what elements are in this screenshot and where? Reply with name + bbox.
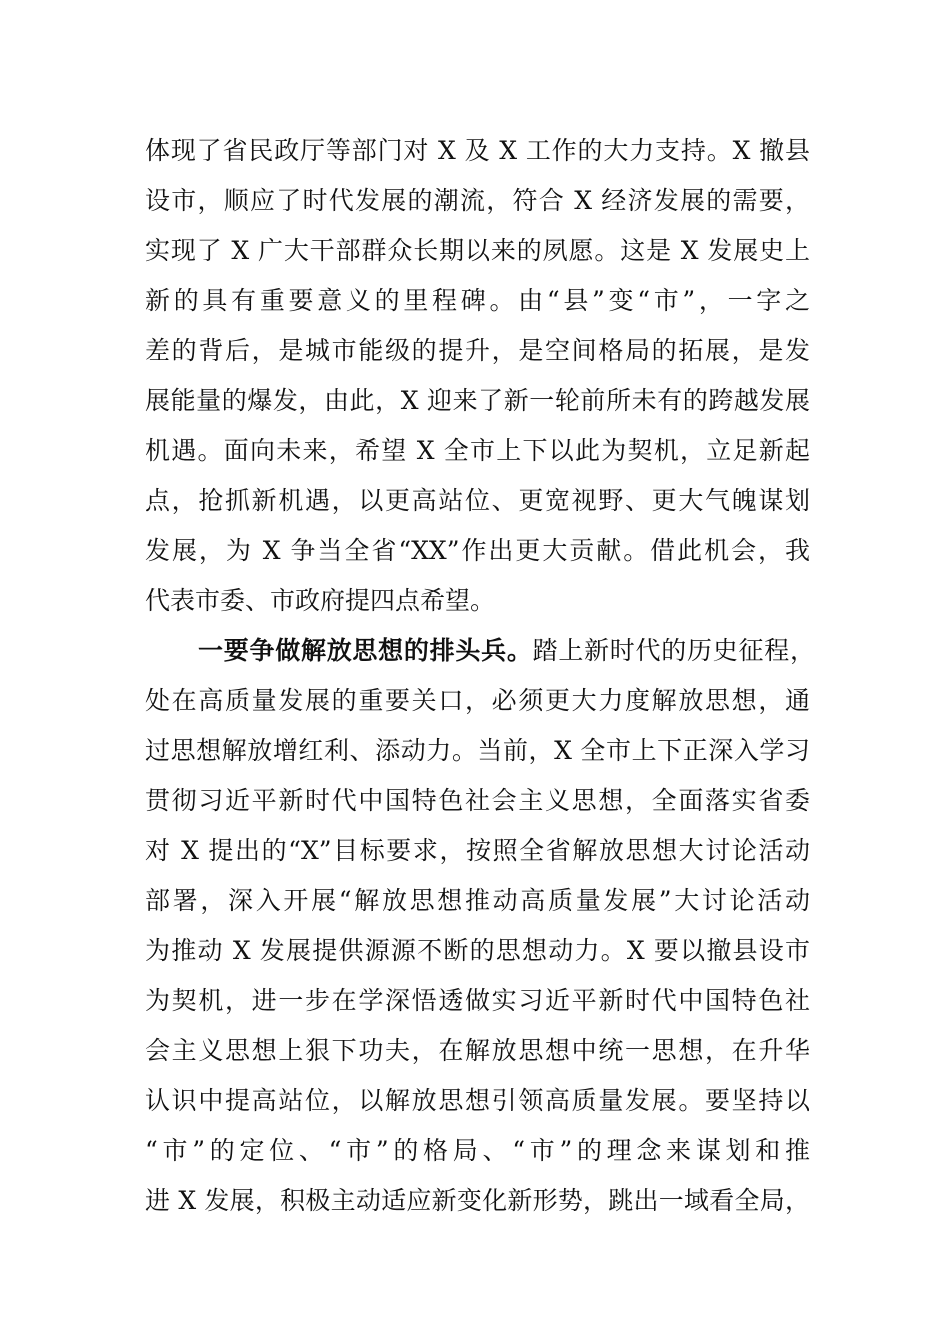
paragraph-line: 进 X 发展，积极主动适应新变化新形势，跳出一域看全局， (145, 1186, 810, 1215)
paragraph-line: 处在高质量发展的重要关口，必须更大力度解放思想，通 (145, 686, 810, 715)
paragraph-line: “市”的定位、“市”的格局、“市”的理念来谋划和推 (145, 1136, 810, 1165)
paragraph-line: 为推动 X 发展提供源源不断的思想动力。X 要以撤县设市 (145, 936, 810, 965)
paragraph-line: 过思想解放增红利、添动力。当前，X 全市上下正深入学习 (145, 736, 810, 765)
paragraph-line: 为契机，进一步在学深悟透做实习近平新时代中国特色社 (145, 986, 810, 1015)
point-one-first-line-text: 踏上新时代的历史征程， (532, 636, 815, 665)
paragraph-line: 实现了 X 广大干部群众长期以来的夙愿。这是 X 发展史上 (145, 236, 810, 265)
point-one-heading: 一要争做解放思想的排头兵。 (198, 636, 533, 665)
paragraph-line: 体现了省民政厅等部门对 X 及 X 工作的大力支持。X 撤县 (145, 136, 810, 165)
paragraph-line: 认识中提高站位，以解放思想引领高质量发展。要坚持以 (145, 1086, 810, 1115)
paragraph-line: 新的具有重要意义的里程碑。由“县”变“市”，一字之 (145, 286, 810, 315)
paragraph-line: 贯彻习近平新时代中国特色社会主义思想，全面落实省委 (145, 786, 810, 815)
paragraph-line: 机遇。面向未来，希望 X 全市上下以此为契机，立足新起 (145, 436, 810, 465)
paragraph-line: 展能量的爆发，由此，X 迎来了新一轮前所未有的跨越发展 (145, 386, 810, 415)
paragraph-line: 部署，深入开展“解放思想推动高质量发展”大讨论活动 (145, 886, 810, 915)
point-one-first-line (198, 626, 815, 676)
paragraph-line: 发展，为 X 争当全省“XX”作出更大贡献。借此机会，我 (145, 536, 810, 565)
paragraph-line: 代表市委、市政府提四点希望。 (145, 586, 496, 615)
paragraph-line: 点，抢抓新机遇，以更高站位、更宽视野、更大气魄谋划 (145, 486, 810, 515)
paragraph-line: 差的背后，是城市能级的提升，是空间格局的拓展，是发 (145, 336, 810, 365)
paragraph-line: 设市，顺应了时代发展的潮流，符合 X 经济发展的需要， (145, 186, 810, 215)
paragraph-line: 对 X 提出的“X”目标要求，按照全省解放思想大讨论活动 (145, 836, 810, 865)
paragraph-line: 会主义思想上狠下功夫，在解放思想中统一思想，在升华 (145, 1036, 810, 1065)
